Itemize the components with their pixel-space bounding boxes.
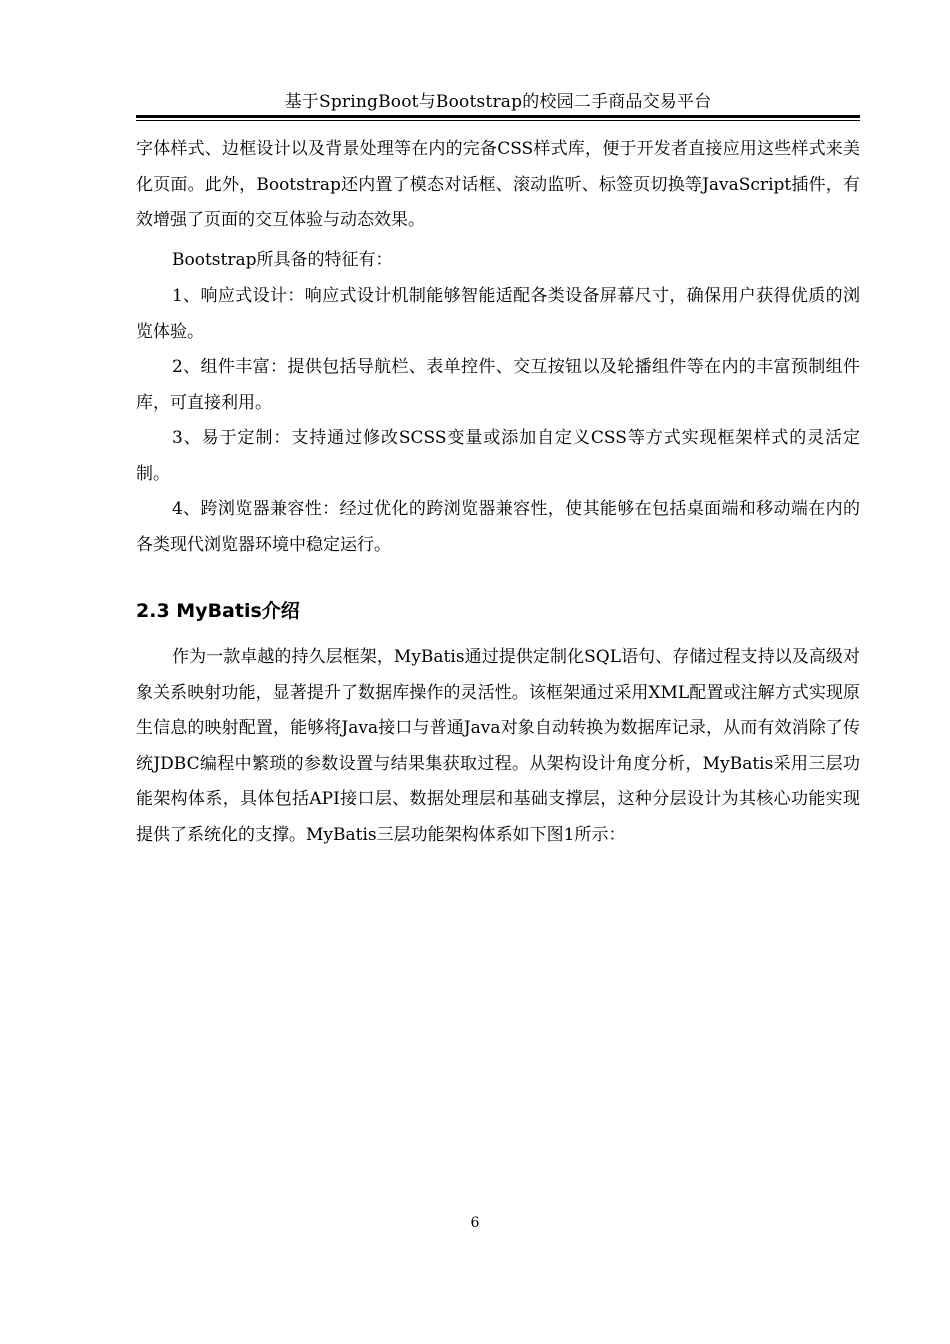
paragraph-mybatis-intro: 作为一款卓越的持久层框架，MyBatis通过提供定制化SQL语句、存储过程支持以及高级对象关系映射功能，显著提升了数据库操作的灵活性。该框架通过采用XML配置或注解方式实现原生信息的映射配置，能够将Java接口与普通Java对象自动转换为数据库记录，从而有效消除了传统JDBC编程中繁琐的参数设置与结果集获取过程。从架构设计角度分析，MyBatis采用三层功能架构体系，具体包括API接口层、数据处理层和基础支撑层，这种分层设计为其核心功能实现提供了系统化的支撑。MyBatis三层功能架构体系如下图1所示： — [136, 647, 860, 845]
header-rule-thin — [136, 120, 860, 121]
paragraph-bootstrap-css: 字体样式、边框设计以及背景处理等在内的完备CSS样式库，便于开发者直接应用这些样式来美化页面。此外，Bootstrap还内置了模态对话框、滚动监听、标签页切换等JavaScript插件，有效增强了页面的交互体验与动态效果。 — [136, 139, 860, 230]
paragraph-feature-components: 2、组件丰富：提供包括导航栏、表单控件、交互按钮以及轮播组件等在内的丰富预制组件库，可直接利用。 — [136, 357, 860, 413]
paragraph-feature-compatibility: 4、跨浏览器兼容性：经过优化的跨浏览器兼容性，使其能够在包括桌面端和移动端在内的各类现代浏览器环境中稳定运行。 — [136, 499, 860, 555]
section-heading: 2.3 MyBatis介绍 — [136, 600, 300, 622]
paragraph-feature-customizable: 3、易于定制：支持通过修改SCSS变量或添加自定义CSS等方式实现框架样式的灵活定制。 — [136, 428, 860, 484]
running-header: 基于SpringBoot与Bootstrap的校园二手商品交易平台 — [284, 92, 712, 112]
paragraph-feature-responsive: 1、响应式设计：响应式设计机制能够智能适配各类设备屏幕尺寸，确保用户获得优质的浏览体验。 — [136, 286, 860, 342]
paragraph-bootstrap-features-intro: Bootstrap所具备的特征有： — [172, 250, 393, 270]
header-rule — [136, 115, 860, 118]
page-number: 6 — [470, 1215, 480, 1231]
